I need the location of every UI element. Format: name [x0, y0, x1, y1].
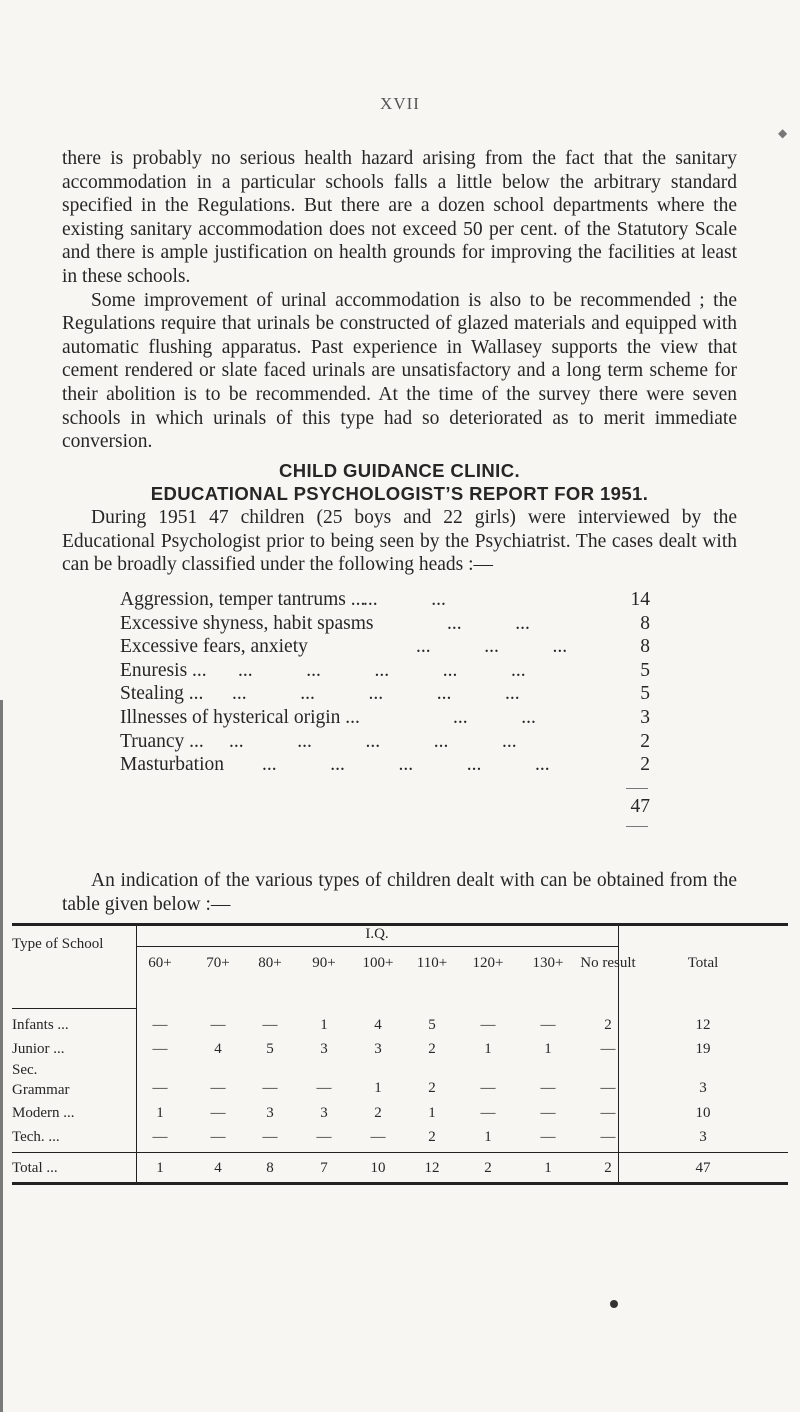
- table-cell: —: [370, 1129, 386, 1145]
- iq-column-header: 100+: [362, 955, 394, 971]
- ink-dot: [610, 1300, 618, 1308]
- table-cell: 2: [428, 1129, 436, 1145]
- table-cell: —: [210, 1105, 226, 1121]
- table-cell: —: [152, 1080, 168, 1096]
- table-row-total: 12: [695, 1017, 711, 1033]
- type-of-school-header: Type of School: [12, 936, 104, 952]
- report-body: [62, 147, 737, 577]
- heads-row: [120, 659, 650, 683]
- iq-column-header: 60+: [148, 955, 172, 971]
- table-cell: 2: [428, 1080, 436, 1096]
- table-total-cell: 4: [214, 1160, 222, 1176]
- table-row-label: Sec. Grammar: [12, 1062, 70, 1098]
- heads-list: [120, 588, 650, 817]
- heads-leader-dots: ... ...: [363, 589, 446, 610]
- total-header: Total: [687, 955, 719, 971]
- table-cell: —: [316, 1129, 332, 1145]
- paragraph-interviews: During 1951 47 children (25 boys and 22 girls) were interviewed by the Educational Psychologist prior to being seen by the Psychiatrist. The cases dealt with can be broadly classified under the following heads :—: [62, 506, 737, 576]
- table-row-total: 3: [699, 1080, 707, 1096]
- heads-count: 5: [640, 659, 650, 681]
- sum-rule: [626, 826, 648, 827]
- paragraph-sanitary: there is probably no serious health hazard arising from the fact that the sanitary accommodation in a particular schools falls a little below the arbitrary standard specified in the Regulations. But there are a dozen school departments where the existing sanitary accommodation does not exceed 50 per cent. of the Statutory Scale and there is ample justification on health grounds for improving the facilities at least in these schools.: [62, 148, 737, 287]
- table-cell: —: [600, 1129, 616, 1145]
- table-total-cell: 10: [370, 1160, 386, 1176]
- table-header-rule: [12, 1008, 136, 1009]
- table-row-total: 10: [695, 1105, 711, 1121]
- table-cell: —: [480, 1105, 496, 1121]
- iq-header-rule: [136, 946, 618, 947]
- heads-count: 5: [640, 683, 650, 705]
- iq-column-header: No result: [580, 955, 636, 971]
- heads-row: [120, 730, 650, 754]
- paragraph-table-intro: [62, 869, 737, 916]
- table-cell: 1: [374, 1080, 382, 1096]
- heads-leader-dots: ... ... ... ... ...: [238, 659, 526, 681]
- heads-count: 8: [640, 612, 650, 634]
- table-grand-total: 47: [695, 1160, 711, 1176]
- table-cell: —: [152, 1041, 168, 1057]
- heads-label: Aggression, temper tantrums ...: [120, 589, 366, 610]
- table-cell: —: [152, 1017, 168, 1033]
- table-total-cell: 12: [424, 1160, 440, 1176]
- page-edge-shadow: [0, 700, 3, 1412]
- heads-label: Illnesses of hysterical origin ...: [120, 706, 360, 728]
- table-cell: 5: [266, 1041, 274, 1057]
- table-cell: —: [316, 1080, 332, 1096]
- heading-child-guidance: CHILD GUIDANCE CLINIC.: [278, 459, 521, 481]
- heads-leader-dots: ... ... ... ... ...: [229, 730, 517, 752]
- table-cell: 1: [544, 1041, 552, 1057]
- heads-count: 3: [640, 706, 650, 728]
- table-cell: —: [152, 1129, 168, 1145]
- table-cell: —: [480, 1017, 496, 1033]
- table-total-cell: 2: [484, 1160, 492, 1176]
- table-cell: 4: [374, 1017, 382, 1033]
- iq-table: [12, 923, 788, 1185]
- iq-column-header: 130+: [532, 955, 564, 971]
- heads-label: Masturbation: [120, 754, 224, 776]
- heads-count: 14: [630, 589, 650, 610]
- heads-row: [120, 753, 650, 777]
- table-cell: 3: [374, 1041, 382, 1057]
- table-cell: —: [540, 1129, 556, 1145]
- heads-total: 47: [630, 796, 650, 817]
- heads-row: [120, 588, 650, 612]
- paragraph-urinals: Some improvement of urinal accommodation is also to be recommended ; the Regulations require that urinals be constructed of glazed materials and equipped with automatic flushing apparatus. Past experience in Wallasey supports the view that cement rendered or slate faced urinals are unsatisfactory and a long term scheme for their abolition is to be recommended. At the time of the survey there were seven schools in which urinals of this type had so deteriorated as to merit immediate conversion.: [62, 289, 737, 453]
- table-total-cell: 1: [544, 1160, 552, 1176]
- iq-header: I.Q.: [365, 926, 389, 942]
- table-cell: 1: [428, 1105, 436, 1121]
- heads-leader-dots: ... ... ... ... ...: [232, 683, 520, 705]
- table-row-label: Tech. ...: [12, 1129, 60, 1145]
- table-cell: —: [262, 1129, 278, 1145]
- heads-leader-dots: ... ...: [453, 706, 536, 728]
- table-cell: —: [210, 1017, 226, 1033]
- iq-column-header: 80+: [258, 955, 282, 971]
- table-total-label: Total ...: [12, 1160, 58, 1176]
- table-cell: 3: [320, 1105, 328, 1121]
- table-row-total: 19: [695, 1041, 711, 1057]
- table-total-cell: 2: [604, 1160, 612, 1176]
- iq-column-header: 120+: [472, 955, 504, 971]
- heads-count: 2: [640, 730, 650, 752]
- table-cell: 3: [320, 1041, 328, 1057]
- heading-psychologist-report: EDUCATIONAL PSYCHOLOGIST’S REPORT FOR 1951.: [150, 483, 649, 505]
- heads-count: 2: [640, 754, 650, 776]
- table-cell: —: [600, 1105, 616, 1121]
- heads-label: Enuresis ...: [120, 659, 207, 681]
- table-cell: 1: [484, 1129, 492, 1145]
- heads-label: Truancy ...: [120, 730, 204, 752]
- table-row-total: 3: [699, 1129, 707, 1145]
- heads-count: 8: [640, 636, 650, 658]
- table-row-label: Infants ...: [12, 1017, 69, 1033]
- table-cell: —: [210, 1129, 226, 1145]
- table-cell: 2: [374, 1105, 382, 1121]
- iq-column-header: 70+: [206, 955, 230, 971]
- table-cell: —: [540, 1080, 556, 1096]
- heads-label: Stealing ...: [120, 683, 204, 705]
- table-cell: —: [480, 1080, 496, 1096]
- heads-leader-dots: ... ... ...: [416, 636, 568, 658]
- heads-label: Excessive fears, anxiety: [120, 636, 308, 658]
- table-intro-text: An indication of the various types of children dealt with can be obtained from the table given below :—: [62, 870, 737, 915]
- table-total-rule: [12, 1152, 788, 1153]
- heads-row: [120, 682, 650, 706]
- iq-column-header: 90+: [312, 955, 336, 971]
- table-cell: —: [540, 1105, 556, 1121]
- table-total-cell: 7: [320, 1160, 328, 1176]
- table-row-label: Modern ...: [12, 1105, 75, 1121]
- table-cell: 1: [484, 1041, 492, 1057]
- table-cell: 5: [428, 1017, 436, 1033]
- sum-rule: [626, 788, 648, 789]
- table-cell: 1: [156, 1105, 164, 1121]
- heads-row: [120, 635, 650, 659]
- heads-leader-dots: ... ...: [447, 612, 530, 634]
- table-cell: 2: [604, 1017, 612, 1033]
- table-bottom-rule: [12, 1182, 788, 1185]
- corner-mark: ◆: [778, 126, 788, 140]
- heads-label: Excessive shyness, habit spasms: [120, 612, 374, 634]
- table-cell: —: [600, 1080, 616, 1096]
- iq-column-header: 110+: [416, 955, 448, 971]
- table-cell: 2: [428, 1041, 436, 1057]
- table-total-cell: 8: [266, 1160, 274, 1176]
- table-cell: 1: [320, 1017, 328, 1033]
- table-cell: —: [540, 1017, 556, 1033]
- heads-leader-dots: ... ... ... ... ...: [262, 754, 550, 776]
- table-cell: 4: [214, 1041, 222, 1057]
- table-total-cell: 1: [156, 1160, 164, 1176]
- table-cell: —: [600, 1041, 616, 1057]
- heads-row: [120, 612, 650, 636]
- table-cell: 3: [266, 1105, 274, 1121]
- table-row-label: Junior ...: [12, 1041, 65, 1057]
- table-cell: —: [262, 1080, 278, 1096]
- table-cell: —: [262, 1017, 278, 1033]
- table-cell: —: [210, 1080, 226, 1096]
- page-number: XVII: [380, 94, 420, 113]
- heads-row: [120, 706, 650, 730]
